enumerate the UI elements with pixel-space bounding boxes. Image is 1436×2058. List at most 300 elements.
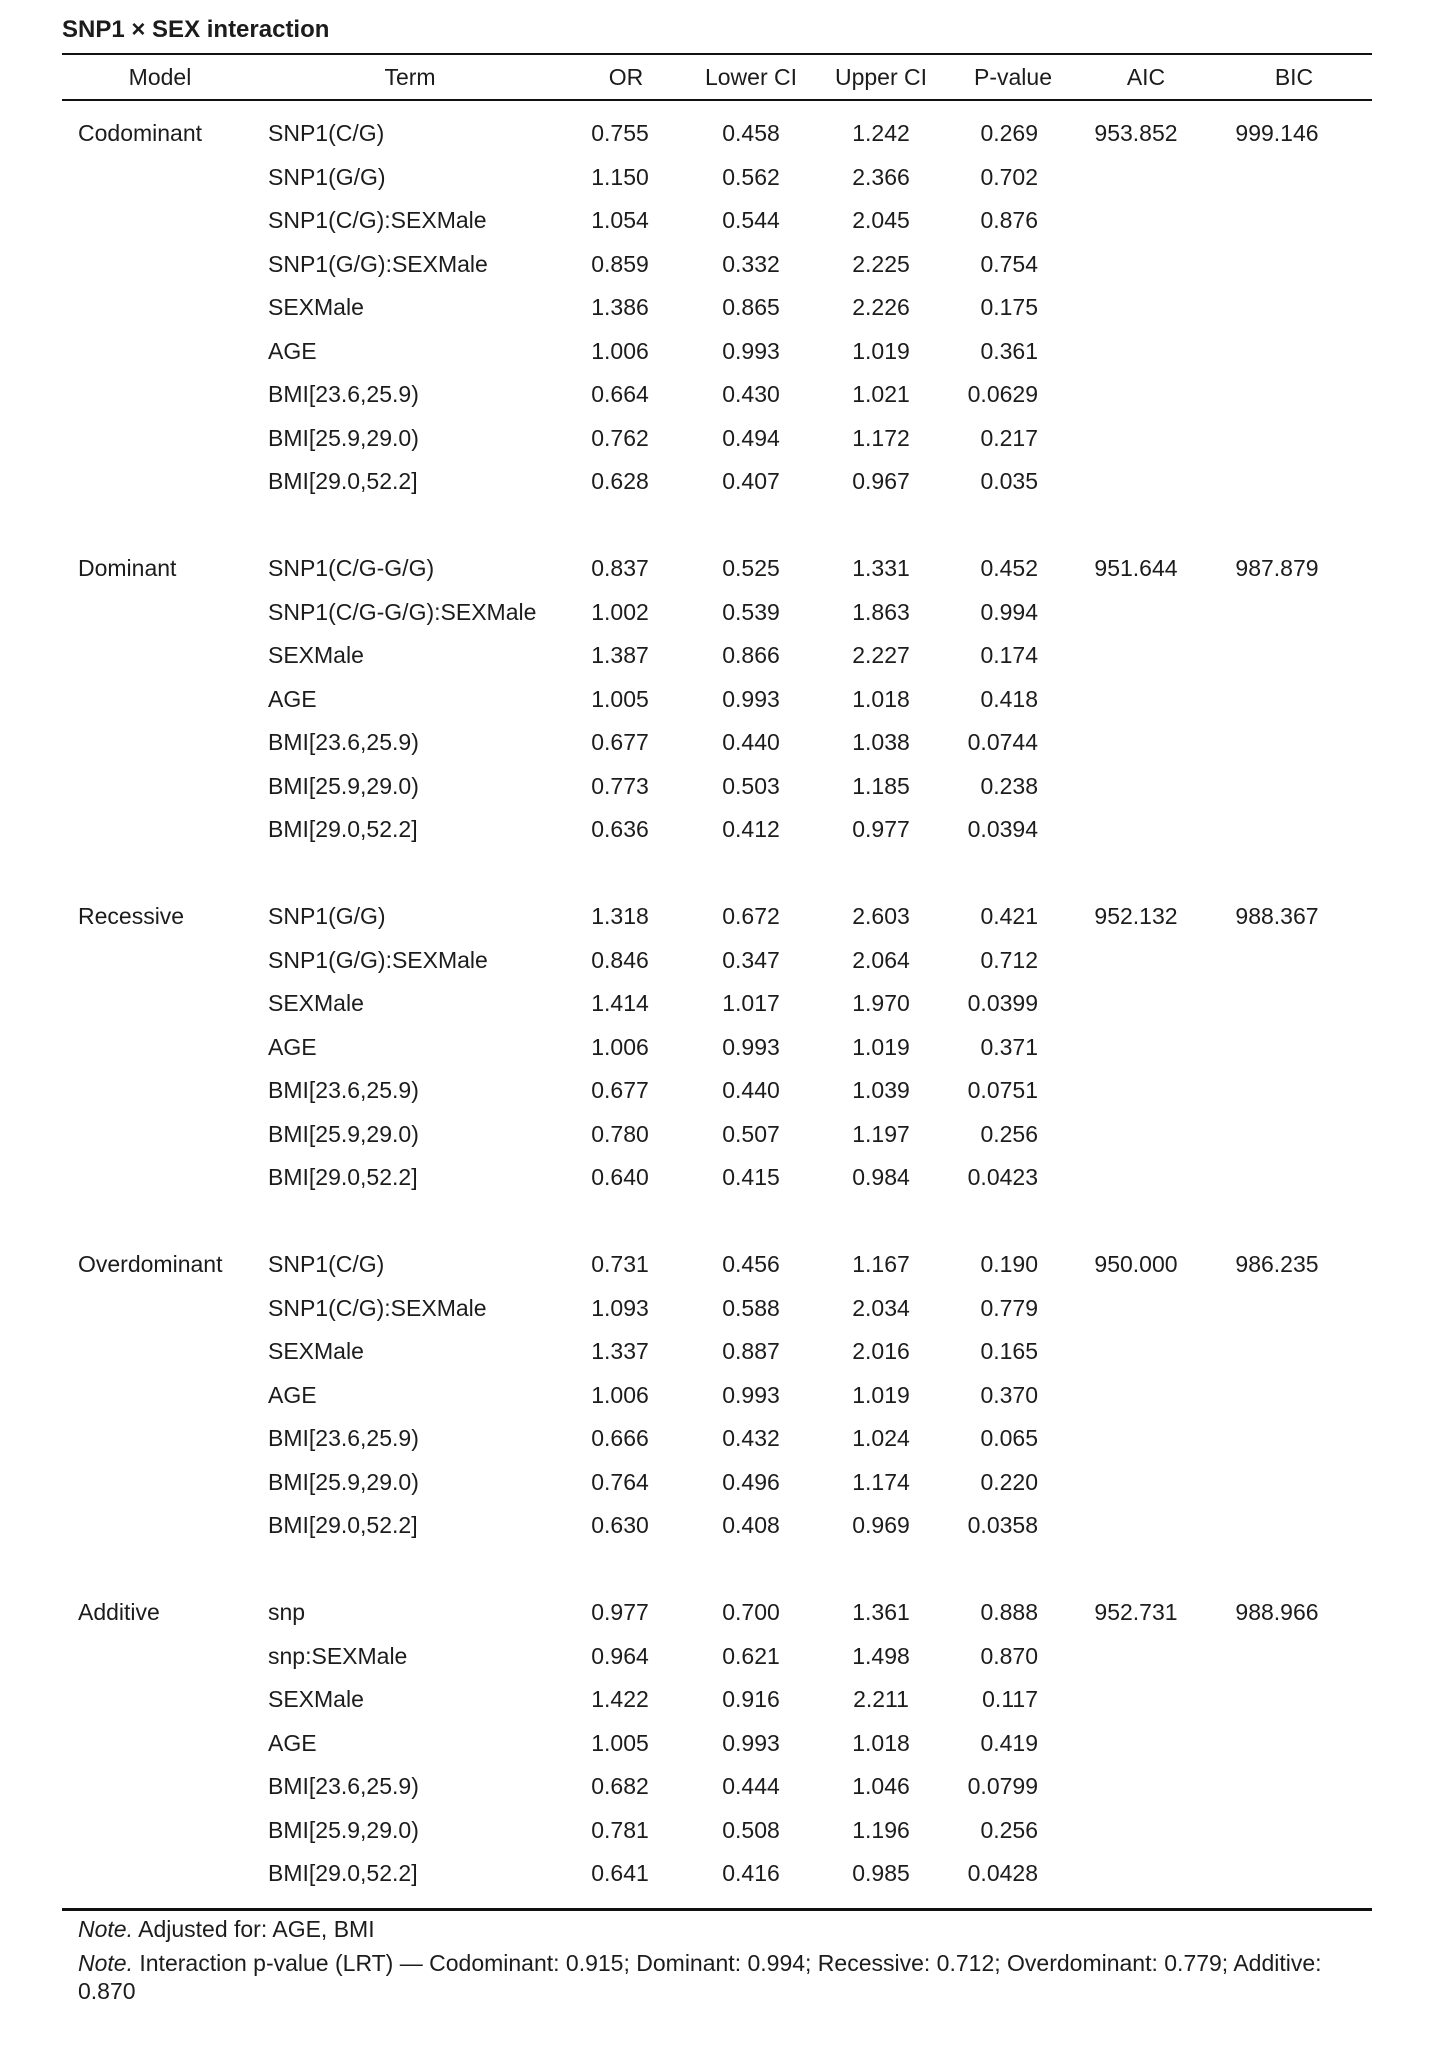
cell-or: 0.628 [591, 468, 649, 495]
cell-p-value: 0.220 [980, 1468, 1038, 1495]
cell-lower-ci: 0.430 [722, 381, 780, 408]
cell-aic [1076, 939, 1216, 983]
cell-model [62, 156, 258, 200]
cell-aic [1076, 1417, 1216, 1461]
cell-or: 0.781 [591, 1816, 649, 1843]
table-row [62, 373, 1372, 417]
table-notes [78, 1915, 1368, 2011]
cell-p-value: 0.0394 [967, 816, 1038, 843]
cell-model [62, 1678, 258, 1722]
cell-lower-ci: 0.456 [722, 1251, 780, 1278]
cell-upper-ci: 1.018 [852, 685, 910, 712]
cell-term: BMI[25.9,29.0) [268, 1468, 419, 1495]
cell-lower-ci: 0.993 [722, 1381, 780, 1408]
cell-aic [1076, 721, 1216, 765]
cell-term: BMI[23.6,25.9) [268, 1077, 419, 1104]
cell-model [62, 1722, 258, 1766]
cell-term: AGE [268, 1729, 317, 1756]
cell-p-value: 0.256 [980, 1816, 1038, 1843]
cell-p-value: 0.421 [980, 903, 1038, 930]
cell-upper-ci: 1.970 [852, 990, 910, 1017]
table-row [62, 808, 1372, 852]
cell-or: 0.664 [591, 381, 649, 408]
cell-upper-ci: 0.984 [852, 1164, 910, 1191]
cell-p-value: 0.888 [980, 1599, 1038, 1626]
cell-aic [1076, 1026, 1216, 1070]
cell-model [62, 634, 258, 678]
cell-model [62, 721, 258, 765]
cell-bic [1216, 330, 1372, 374]
table-row [62, 1809, 1372, 1853]
table-row [62, 1287, 1372, 1331]
cell-lower-ci: 0.544 [722, 207, 780, 234]
cell-or: 0.677 [591, 1077, 649, 1104]
cell-upper-ci: 2.225 [852, 250, 910, 277]
table-row [62, 895, 1372, 939]
cell-or: 1.006 [591, 337, 649, 364]
cell-bic: 999.146 [1235, 120, 1319, 147]
cell-lower-ci: 0.525 [722, 555, 780, 582]
cell-aic: 951.644 [1094, 555, 1178, 582]
cell-bic [1216, 1852, 1372, 1896]
cell-lower-ci: 0.458 [722, 120, 780, 147]
results-table [62, 53, 1372, 1911]
table-row [62, 1113, 1372, 1157]
cell-or: 1.337 [591, 1338, 649, 1365]
cell-p-value: 0.870 [980, 1642, 1038, 1669]
cell-upper-ci: 0.977 [852, 816, 910, 843]
cell-term: BMI[25.9,29.0) [268, 1120, 419, 1147]
cell-model [62, 286, 258, 330]
cell-upper-ci: 1.018 [852, 1729, 910, 1756]
cell-or: 0.630 [591, 1512, 649, 1539]
cell-model [62, 1504, 258, 1548]
cell-bic [1216, 1504, 1372, 1548]
cell-or: 1.386 [591, 294, 649, 321]
cell-aic [1076, 243, 1216, 287]
cell-aic [1076, 1113, 1216, 1157]
header-aic: AIC [1076, 54, 1216, 100]
table-row [62, 1417, 1372, 1461]
cell-term: SNP1(C/G):SEXMale [268, 207, 487, 234]
cell-aic [1076, 417, 1216, 461]
cell-upper-ci: 1.046 [852, 1773, 910, 1800]
cell-or: 1.150 [591, 163, 649, 190]
cell-or: 0.682 [591, 1773, 649, 1800]
cell-bic [1216, 1069, 1372, 1113]
cell-upper-ci: 0.967 [852, 468, 910, 495]
cell-bic [1216, 1678, 1372, 1722]
cell-model [62, 1765, 258, 1809]
cell-model [62, 982, 258, 1026]
cell-upper-ci: 2.366 [852, 163, 910, 190]
spacer-cell [62, 852, 1372, 896]
cell-model [62, 373, 258, 417]
cell-or: 1.414 [591, 990, 649, 1017]
cell-term: SEXMale [268, 1686, 364, 1713]
cell-term: BMI[29.0,52.2] [268, 1164, 418, 1191]
cell-upper-ci: 1.498 [852, 1642, 910, 1669]
cell-term: SEXMale [268, 1338, 364, 1365]
note-text: Adjusted for: AGE, BMI [132, 1916, 375, 1942]
cell-or: 1.093 [591, 1294, 649, 1321]
cell-bic [1216, 591, 1372, 635]
header-model: Model [62, 54, 258, 100]
cell-upper-ci: 2.227 [852, 642, 910, 669]
cell-bic [1216, 243, 1372, 287]
table-row [62, 1852, 1372, 1896]
cell-term: BMI[25.9,29.0) [268, 772, 419, 799]
table-header [62, 54, 1372, 100]
cell-upper-ci: 2.211 [853, 1686, 909, 1713]
note-interaction [78, 1949, 1368, 2005]
cell-or: 0.859 [591, 250, 649, 277]
cell-p-value: 0.238 [980, 772, 1038, 799]
cell-model [62, 1069, 258, 1113]
cell-term: AGE [268, 337, 317, 364]
table-row [62, 939, 1372, 983]
table-row [62, 1374, 1372, 1418]
cell-model [62, 1852, 258, 1896]
cell-upper-ci: 1.039 [852, 1077, 910, 1104]
cell-bic [1216, 1809, 1372, 1853]
cell-aic [1076, 808, 1216, 852]
note-prefix: Note. [78, 1916, 133, 1942]
spacer-cell [62, 1200, 1372, 1244]
cell-aic [1076, 1330, 1216, 1374]
cell-p-value: 0.419 [980, 1729, 1038, 1756]
cell-bic [1216, 808, 1372, 852]
cell-term: SEXMale [268, 990, 364, 1017]
table-row [62, 112, 1372, 156]
cell-term: BMI[23.6,25.9) [268, 1773, 419, 1800]
cell-model: Additive [78, 1599, 160, 1626]
table-row [62, 1026, 1372, 1070]
cell-bic [1216, 199, 1372, 243]
table-row [62, 765, 1372, 809]
table-row [62, 286, 1372, 330]
cell-model [62, 1809, 258, 1853]
cell-term: BMI[25.9,29.0) [268, 1816, 419, 1843]
table-row [62, 982, 1372, 1026]
cell-bic [1216, 982, 1372, 1026]
cell-lower-ci: 0.887 [722, 1338, 780, 1365]
cell-model [62, 1156, 258, 1200]
table-row [62, 678, 1372, 722]
cell-aic [1076, 1678, 1216, 1722]
cell-lower-ci: 0.562 [722, 163, 780, 190]
cell-model [62, 330, 258, 374]
cell-bic [1216, 939, 1372, 983]
cell-p-value: 0.0799 [967, 1773, 1038, 1800]
cell-aic: 953.852 [1094, 120, 1178, 147]
cell-aic [1076, 1069, 1216, 1113]
cell-p-value: 0.994 [980, 598, 1038, 625]
cell-lower-ci: 0.407 [722, 468, 780, 495]
cell-p-value: 0.876 [980, 207, 1038, 234]
cell-model [62, 765, 258, 809]
cell-aic [1076, 286, 1216, 330]
header-upper-ci: Upper CI [812, 54, 950, 100]
cell-term: SNP1(C/G) [268, 1251, 385, 1278]
cell-lower-ci: 1.017 [722, 990, 780, 1017]
cell-term: AGE [268, 1381, 317, 1408]
cell-aic [1076, 330, 1216, 374]
cell-bic [1216, 373, 1372, 417]
cell-model [62, 243, 258, 287]
cell-p-value: 0.0428 [967, 1860, 1038, 1887]
cell-bic [1216, 156, 1372, 200]
cell-aic [1076, 1722, 1216, 1766]
cell-bic: 988.966 [1235, 1599, 1319, 1626]
cell-model: Codominant [78, 120, 203, 147]
cell-p-value: 0.452 [980, 555, 1038, 582]
cell-or: 1.006 [591, 1033, 649, 1060]
cell-p-value: 0.190 [980, 1251, 1038, 1278]
header-bic: BIC [1216, 54, 1372, 100]
cell-lower-ci: 0.588 [722, 1294, 780, 1321]
cell-term: SNP1(G/G) [268, 903, 386, 930]
cell-upper-ci: 1.019 [852, 337, 910, 364]
cell-p-value: 0.712 [980, 946, 1038, 973]
cell-lower-ci: 0.700 [722, 1599, 780, 1626]
cell-term: BMI[25.9,29.0) [268, 424, 419, 451]
table-row [62, 1678, 1372, 1722]
cell-term: SNP1(G/G) [268, 163, 386, 190]
cell-term: SEXMale [268, 642, 364, 669]
cell-model [62, 1330, 258, 1374]
spacer-cell [62, 100, 1372, 112]
cell-upper-ci: 2.064 [852, 946, 910, 973]
table-row [62, 417, 1372, 461]
cell-upper-ci: 1.863 [852, 598, 910, 625]
cell-lower-ci: 0.539 [722, 598, 780, 625]
table-row [62, 330, 1372, 374]
cell-bic [1216, 1026, 1372, 1070]
group-gap [62, 852, 1372, 896]
cell-bic [1216, 1113, 1372, 1157]
cell-upper-ci: 2.603 [852, 903, 910, 930]
table-row [62, 1243, 1372, 1287]
cell-bic [1216, 1330, 1372, 1374]
header-row [62, 54, 1372, 100]
cell-upper-ci: 1.019 [852, 1033, 910, 1060]
cell-lower-ci: 0.332 [722, 250, 780, 277]
cell-aic [1076, 982, 1216, 1026]
cell-bic [1216, 417, 1372, 461]
cell-p-value: 0.175 [980, 294, 1038, 321]
cell-lower-ci: 0.993 [722, 1033, 780, 1060]
cell-upper-ci: 1.167 [852, 1251, 910, 1278]
cell-bic [1216, 1417, 1372, 1461]
cell-term: SNP1(C/G-G/G):SEXMale [268, 598, 537, 625]
table-row [62, 721, 1372, 765]
cell-upper-ci: 2.016 [852, 1338, 910, 1365]
cell-bic [1216, 1287, 1372, 1331]
spacer-cell [62, 504, 1372, 548]
cell-or: 0.837 [591, 555, 649, 582]
cell-lower-ci: 0.993 [722, 337, 780, 364]
table-row [62, 1722, 1372, 1766]
cell-or: 1.002 [591, 598, 649, 625]
cell-aic [1076, 1852, 1216, 1896]
cell-upper-ci: 0.985 [852, 1860, 910, 1887]
table-row [62, 460, 1372, 504]
cell-aic [1076, 765, 1216, 809]
header-lower-ci: Lower CI [690, 54, 812, 100]
cell-lower-ci: 0.494 [722, 424, 780, 451]
cell-model: Overdominant [78, 1251, 223, 1278]
cell-lower-ci: 0.412 [722, 816, 780, 843]
cell-p-value: 0.035 [980, 468, 1038, 495]
cell-aic [1076, 199, 1216, 243]
cell-bic [1216, 765, 1372, 809]
cell-or: 1.005 [591, 1729, 649, 1756]
table-spacer-bottom [62, 1896, 1372, 1910]
cell-upper-ci: 1.197 [852, 1120, 910, 1147]
cell-lower-ci: 0.408 [722, 1512, 780, 1539]
cell-upper-ci: 1.331 [852, 555, 910, 582]
cell-aic [1076, 460, 1216, 504]
cell-aic [1076, 373, 1216, 417]
cell-model [62, 591, 258, 635]
cell-term: snp [268, 1599, 306, 1626]
cell-upper-ci: 2.034 [852, 1294, 910, 1321]
cell-model [62, 199, 258, 243]
cell-or: 1.422 [591, 1686, 649, 1713]
cell-aic: 952.132 [1094, 903, 1178, 930]
cell-or: 0.640 [591, 1164, 649, 1191]
cell-bic: 988.367 [1235, 903, 1319, 930]
cell-p-value: 0.418 [980, 685, 1038, 712]
cell-p-value: 0.754 [980, 250, 1038, 277]
cell-bic: 987.879 [1235, 555, 1319, 582]
cell-aic [1076, 1765, 1216, 1809]
header-p-value: P-value [950, 54, 1076, 100]
cell-or: 0.964 [591, 1642, 649, 1669]
cell-p-value: 0.0744 [967, 729, 1038, 756]
cell-bic [1216, 460, 1372, 504]
table-row [62, 1504, 1372, 1548]
cell-term: BMI[29.0,52.2] [268, 1860, 418, 1887]
cell-or: 0.846 [591, 946, 649, 973]
cell-or: 0.636 [591, 816, 649, 843]
cell-model [62, 1113, 258, 1157]
cell-lower-ci: 0.347 [722, 946, 780, 973]
table-row [62, 1156, 1372, 1200]
cell-bic [1216, 1765, 1372, 1809]
cell-or: 0.773 [591, 772, 649, 799]
cell-term: BMI[29.0,52.2] [268, 816, 418, 843]
cell-p-value: 0.371 [980, 1033, 1038, 1060]
spacer-cell [62, 1896, 1372, 1910]
cell-aic [1076, 1287, 1216, 1331]
cell-upper-ci: 1.021 [852, 381, 910, 408]
cell-p-value: 0.370 [980, 1381, 1038, 1408]
cell-term: BMI[29.0,52.2] [268, 1512, 418, 1539]
cell-lower-ci: 0.440 [722, 1077, 780, 1104]
cell-term: SNP1(C/G) [268, 120, 385, 147]
group-gap [62, 1548, 1372, 1592]
cell-lower-ci: 0.507 [722, 1120, 780, 1147]
cell-upper-ci: 1.038 [852, 729, 910, 756]
cell-aic [1076, 1461, 1216, 1505]
cell-p-value: 0.0629 [967, 381, 1038, 408]
cell-aic [1076, 634, 1216, 678]
cell-upper-ci: 1.196 [852, 1816, 910, 1843]
cell-model [62, 939, 258, 983]
cell-upper-ci: 1.019 [852, 1381, 910, 1408]
cell-lower-ci: 0.415 [722, 1164, 780, 1191]
cell-p-value: 0.0751 [967, 1077, 1038, 1104]
cell-model: Dominant [78, 555, 177, 582]
cell-or: 0.762 [591, 424, 649, 451]
cell-bic: 986.235 [1235, 1251, 1319, 1278]
table-row [62, 547, 1372, 591]
spacer-cell [62, 1548, 1372, 1592]
cell-lower-ci: 0.993 [722, 1729, 780, 1756]
cell-lower-ci: 0.993 [722, 685, 780, 712]
cell-model [62, 1417, 258, 1461]
cell-term: BMI[23.6,25.9) [268, 729, 419, 756]
cell-lower-ci: 0.621 [722, 1642, 780, 1669]
cell-model [62, 808, 258, 852]
cell-p-value: 0.0399 [967, 990, 1038, 1017]
cell-upper-ci: 1.024 [852, 1425, 910, 1452]
table-title: SNP1 × SEX interaction [62, 16, 330, 43]
header-or: OR [562, 54, 690, 100]
cell-upper-ci: 1.242 [852, 120, 910, 147]
cell-aic [1076, 1374, 1216, 1418]
cell-upper-ci: 1.361 [852, 1599, 910, 1626]
table-row [62, 156, 1372, 200]
group-gap [62, 504, 1372, 548]
cell-bic [1216, 1374, 1372, 1418]
table-body [62, 100, 1372, 1909]
cell-upper-ci: 2.045 [852, 207, 910, 234]
cell-or: 0.731 [591, 1251, 649, 1278]
table-row [62, 199, 1372, 243]
cell-term: SNP1(C/G):SEXMale [268, 1294, 487, 1321]
cell-or: 1.006 [591, 1381, 649, 1408]
cell-p-value: 0.165 [980, 1338, 1038, 1365]
cell-bic [1216, 1635, 1372, 1679]
cell-or: 1.318 [591, 903, 649, 930]
cell-or: 1.387 [591, 642, 649, 669]
cell-upper-ci: 2.226 [852, 294, 910, 321]
table-row [62, 1461, 1372, 1505]
cell-lower-ci: 0.866 [722, 642, 780, 669]
cell-p-value: 0.702 [980, 163, 1038, 190]
cell-model [62, 678, 258, 722]
cell-bic [1216, 1722, 1372, 1766]
cell-p-value: 0.269 [980, 120, 1038, 147]
cell-term: SNP1(G/G):SEXMale [268, 250, 488, 277]
table-row [62, 1591, 1372, 1635]
cell-bic [1216, 1156, 1372, 1200]
cell-upper-ci: 1.185 [852, 772, 910, 799]
cell-upper-ci: 1.172 [852, 424, 910, 451]
cell-lower-ci: 0.865 [722, 294, 780, 321]
table-row [62, 1330, 1372, 1374]
header-term: Term [258, 54, 562, 100]
cell-lower-ci: 0.916 [722, 1686, 780, 1713]
cell-aic [1076, 1156, 1216, 1200]
table-spacer-top [62, 100, 1372, 112]
cell-term: SNP1(C/G-G/G) [268, 555, 435, 582]
cell-bic [1216, 286, 1372, 330]
cell-aic [1076, 591, 1216, 635]
